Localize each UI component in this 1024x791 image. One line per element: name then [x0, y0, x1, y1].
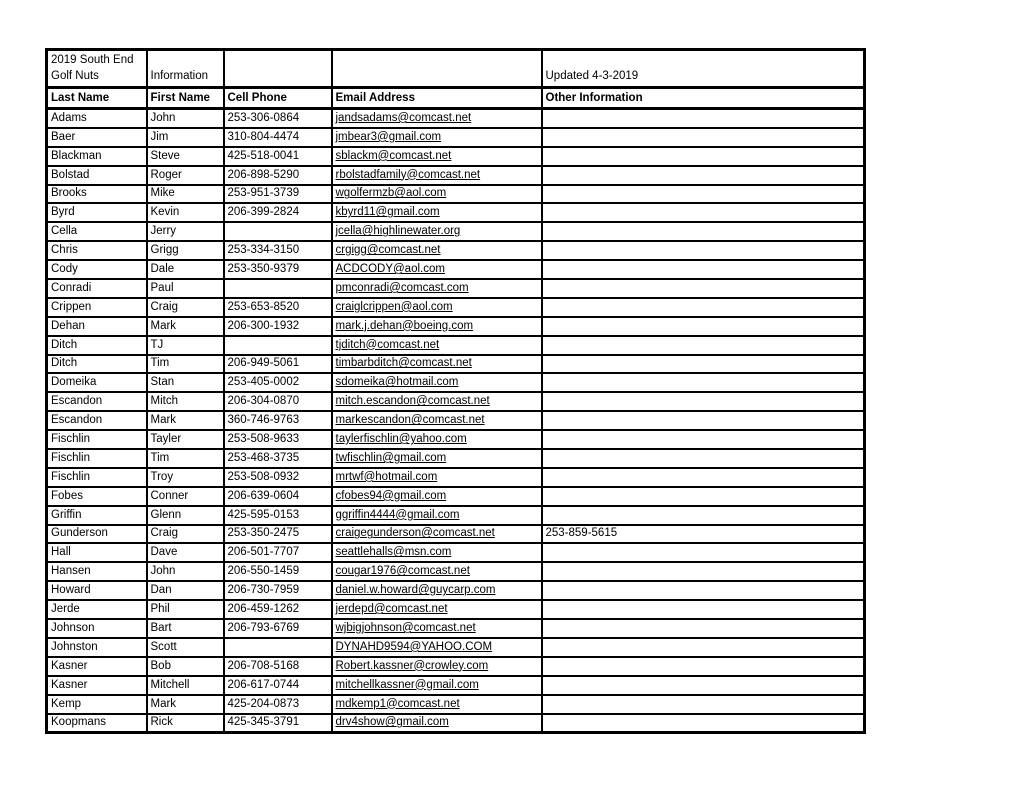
email-link[interactable]: rbolstadfamily@comcast.net: [332, 166, 542, 185]
email-link[interactable]: taylerfischlin@yahoo.com: [332, 430, 542, 449]
cell-phone: 253-508-0932: [224, 468, 332, 487]
table-row: [47, 430, 865, 449]
cell-phone: 206-550-1459: [224, 562, 332, 581]
cell-first-name: Rick: [147, 714, 224, 733]
email-link[interactable]: seattlehalls@msn.com: [332, 543, 542, 562]
table-row: [47, 279, 865, 298]
empty-cell: [332, 50, 542, 88]
cell-first-name: Bob: [147, 657, 224, 676]
cell-phone: 253-350-2475: [224, 525, 332, 544]
cell-other-info: [542, 676, 865, 695]
cell-first-name: Jim: [147, 128, 224, 147]
cell-phone: 206-898-5290: [224, 166, 332, 185]
email-link[interactable]: wgolfermzb@aol.com: [332, 185, 542, 204]
cell-first-name: Grigg: [147, 241, 224, 260]
cell-last-name: Baer: [47, 128, 147, 147]
cell-first-name: Conner: [147, 487, 224, 506]
email-link[interactable]: sdomeika@hotmail.com: [332, 373, 542, 392]
cell-phone: 206-501-7707: [224, 543, 332, 562]
table-row: [47, 147, 865, 166]
cell-last-name: Crippen: [47, 298, 147, 317]
email-link[interactable]: crgigg@comcast.net: [332, 241, 542, 260]
table-row: [47, 128, 865, 147]
cell-phone: [224, 336, 332, 355]
cell-other-info: [542, 336, 865, 355]
col-header-last-name: Last Name: [47, 88, 147, 109]
sheet-title: 2019 South End Golf Nuts: [47, 50, 147, 88]
cell-phone: 206-949-5061: [224, 355, 332, 374]
cell-other-info: [542, 543, 865, 562]
table-row: [47, 562, 865, 581]
cell-phone: 253-951-3739: [224, 185, 332, 204]
cell-phone: [224, 279, 332, 298]
cell-last-name: Hall: [47, 543, 147, 562]
cell-phone: 206-793-6769: [224, 619, 332, 638]
cell-first-name: Phil: [147, 600, 224, 619]
cell-last-name: Fischlin: [47, 449, 147, 468]
cell-first-name: John: [147, 109, 224, 128]
cell-other-info: [542, 222, 865, 241]
email-link[interactable]: mdkemp1@comcast.net: [332, 695, 542, 714]
column-header-row: [47, 88, 865, 109]
table-row: [47, 449, 865, 468]
email-link[interactable]: twfischlin@gmail.com: [332, 449, 542, 468]
table-row: [47, 241, 865, 260]
cell-other-info: [542, 147, 865, 166]
cell-phone: 253-508-9633: [224, 430, 332, 449]
cell-phone: 253-468-3735: [224, 449, 332, 468]
cell-other-info: [542, 166, 865, 185]
cell-first-name: Steve: [147, 147, 224, 166]
cell-last-name: Blackman: [47, 147, 147, 166]
cell-other-info: 253-859-5615: [542, 525, 865, 544]
email-link[interactable]: craigegunderson@comcast.net: [332, 525, 542, 544]
cell-first-name: Tim: [147, 449, 224, 468]
cell-first-name: Bart: [147, 619, 224, 638]
cell-last-name: Fischlin: [47, 430, 147, 449]
email-link[interactable]: drv4show@gmail.com: [332, 714, 542, 733]
table-row: [47, 411, 865, 430]
table-row: [47, 166, 865, 185]
cell-last-name: Griffin: [47, 506, 147, 525]
cell-other-info: [542, 128, 865, 147]
cell-phone: 360-746-9763: [224, 411, 332, 430]
cell-phone: 253-306-0864: [224, 109, 332, 128]
cell-other-info: [542, 355, 865, 374]
table-row: [47, 543, 865, 562]
empty-cell: [224, 50, 332, 88]
cell-phone: 206-399-2824: [224, 203, 332, 222]
col-header-cell-phone: Cell Phone: [224, 88, 332, 109]
table-row: [47, 468, 865, 487]
table-row: [47, 600, 865, 619]
cell-other-info: [542, 241, 865, 260]
table-row: [47, 506, 865, 525]
email-link[interactable]: markescandon@comcast.net: [332, 411, 542, 430]
table-row: [47, 657, 865, 676]
email-link[interactable]: kbyrd11@gmail.com: [332, 203, 542, 222]
table-row: [47, 619, 865, 638]
cell-first-name: Roger: [147, 166, 224, 185]
cell-last-name: Fischlin: [47, 468, 147, 487]
cell-other-info: [542, 695, 865, 714]
cell-other-info: [542, 714, 865, 733]
table-row: [47, 222, 865, 241]
cell-last-name: Bolstad: [47, 166, 147, 185]
email-link[interactable]: jmbear3@gmail.com: [332, 128, 542, 147]
email-link[interactable]: Robert.kassner@crowley.com: [332, 657, 542, 676]
email-link[interactable]: cfobes94@gmail.com: [332, 487, 542, 506]
cell-last-name: Domeika: [47, 373, 147, 392]
cell-other-info: [542, 298, 865, 317]
email-link[interactable]: jerdepd@comcast.net: [332, 600, 542, 619]
email-link[interactable]: ACDCODY@aol.com: [332, 260, 542, 279]
col-header-other-information: Other Information: [542, 88, 865, 109]
sheet-subtitle: Information: [147, 50, 224, 88]
cell-phone: [224, 222, 332, 241]
cell-other-info: [542, 185, 865, 204]
cell-last-name: Howard: [47, 581, 147, 600]
col-header-first-name: First Name: [147, 88, 224, 109]
cell-first-name: Mark: [147, 695, 224, 714]
cell-last-name: Chris: [47, 241, 147, 260]
table-row: [47, 487, 865, 506]
email-link[interactable]: tjditch@comcast.net: [332, 336, 542, 355]
table-row: [47, 676, 865, 695]
cell-last-name: Cella: [47, 222, 147, 241]
cell-last-name: Kasner: [47, 676, 147, 695]
cell-first-name: John: [147, 562, 224, 581]
email-link[interactable]: craiglcrippen@aol.com: [332, 298, 542, 317]
cell-first-name: Stan: [147, 373, 224, 392]
table-row: [47, 695, 865, 714]
table-row: [47, 317, 865, 336]
cell-phone: 206-459-1262: [224, 600, 332, 619]
table-row: [47, 392, 865, 411]
email-link[interactable]: pmconradi@comcast.com: [332, 279, 542, 298]
cell-phone: 206-639-0604: [224, 487, 332, 506]
cell-other-info: [542, 468, 865, 487]
cell-other-info: [542, 581, 865, 600]
cell-phone: 425-518-0041: [224, 147, 332, 166]
cell-last-name: Ditch: [47, 336, 147, 355]
table-row: [47, 260, 865, 279]
title-row: [47, 50, 865, 88]
cell-other-info: [542, 109, 865, 128]
email-link[interactable]: cougar1976@comcast.net: [332, 562, 542, 581]
email-link[interactable]: mark.j.dehan@boeing.com: [332, 317, 542, 336]
cell-first-name: Mike: [147, 185, 224, 204]
cell-first-name: TJ: [147, 336, 224, 355]
cell-phone: 253-334-3150: [224, 241, 332, 260]
email-link[interactable]: jandsadams@comcast.net: [332, 109, 542, 128]
cell-last-name: Ditch: [47, 355, 147, 374]
cell-first-name: Mitchell: [147, 676, 224, 695]
table-row: [47, 185, 865, 204]
cell-other-info: [542, 619, 865, 638]
cell-other-info: [542, 657, 865, 676]
cell-last-name: Hansen: [47, 562, 147, 581]
cell-other-info: [542, 411, 865, 430]
cell-last-name: Johnston: [47, 638, 147, 657]
cell-first-name: Glenn: [147, 506, 224, 525]
cell-other-info: [542, 279, 865, 298]
cell-last-name: Byrd: [47, 203, 147, 222]
cell-last-name: Escandon: [47, 411, 147, 430]
table-row: [47, 638, 865, 657]
table-row: [47, 203, 865, 222]
table-row: [47, 298, 865, 317]
email-link[interactable]: DYNAHD9594@YAHOO.COM: [332, 638, 542, 657]
cell-first-name: Craig: [147, 525, 224, 544]
cell-other-info: [542, 317, 865, 336]
cell-first-name: Dan: [147, 581, 224, 600]
table-row: [47, 714, 865, 733]
cell-first-name: Kevin: [147, 203, 224, 222]
cell-last-name: Johnson: [47, 619, 147, 638]
email-link[interactable]: jcella@highlinewater.org: [332, 222, 542, 241]
cell-first-name: Mark: [147, 411, 224, 430]
cell-last-name: Conradi: [47, 279, 147, 298]
email-link[interactable]: timbarbditch@comcast.net: [332, 355, 542, 374]
table-row: [47, 109, 865, 128]
cell-last-name: Adams: [47, 109, 147, 128]
contact-rows: [47, 109, 865, 733]
updated-date: Updated 4-3-2019: [542, 50, 865, 88]
cell-phone: 425-345-3791: [224, 714, 332, 733]
cell-last-name: Kemp: [47, 695, 147, 714]
email-link[interactable]: daniel.w.howard@guycarp.com: [332, 581, 542, 600]
cell-last-name: Escandon: [47, 392, 147, 411]
cell-last-name: Kasner: [47, 657, 147, 676]
cell-other-info: [542, 600, 865, 619]
cell-other-info: [542, 392, 865, 411]
cell-first-name: Paul: [147, 279, 224, 298]
table-row: [47, 525, 865, 544]
email-link[interactable]: mrtwf@hotmail.com: [332, 468, 542, 487]
cell-phone: 425-204-0873: [224, 695, 332, 714]
email-link[interactable]: mitchellkassner@gmail.com: [332, 676, 542, 695]
cell-phone: 206-300-1932: [224, 317, 332, 336]
cell-other-info: [542, 203, 865, 222]
cell-first-name: Mark: [147, 317, 224, 336]
cell-other-info: [542, 506, 865, 525]
cell-phone: 206-708-5168: [224, 657, 332, 676]
cell-phone: 206-304-0870: [224, 392, 332, 411]
cell-other-info: [542, 430, 865, 449]
cell-last-name: Jerde: [47, 600, 147, 619]
cell-phone: 425-595-0153: [224, 506, 332, 525]
contacts-table: [45, 48, 866, 734]
cell-last-name: Fobes: [47, 487, 147, 506]
email-link[interactable]: wjbigjohnson@comcast.net: [332, 619, 542, 638]
table-row: [47, 355, 865, 374]
cell-other-info: [542, 562, 865, 581]
cell-first-name: Craig: [147, 298, 224, 317]
cell-first-name: Mitch: [147, 392, 224, 411]
cell-first-name: Tim: [147, 355, 224, 374]
table-row: [47, 373, 865, 392]
cell-phone: 206-617-0744: [224, 676, 332, 695]
table-row: [47, 336, 865, 355]
cell-last-name: Koopmans: [47, 714, 147, 733]
cell-other-info: [542, 487, 865, 506]
table-row: [47, 581, 865, 600]
cell-last-name: Cody: [47, 260, 147, 279]
cell-first-name: Tayler: [147, 430, 224, 449]
cell-first-name: Jerry: [147, 222, 224, 241]
cell-last-name: Dehan: [47, 317, 147, 336]
cell-phone: 310-804-4474: [224, 128, 332, 147]
cell-other-info: [542, 260, 865, 279]
cell-phone: 253-405-0002: [224, 373, 332, 392]
cell-first-name: Dale: [147, 260, 224, 279]
cell-phone: 253-350-9379: [224, 260, 332, 279]
cell-other-info: [542, 373, 865, 392]
table-head-section: [47, 50, 865, 109]
cell-other-info: [542, 638, 865, 657]
cell-other-info: [542, 449, 865, 468]
email-link[interactable]: sblackm@comcast.net: [332, 147, 542, 166]
cell-phone: 253-653-8520: [224, 298, 332, 317]
cell-first-name: Scott: [147, 638, 224, 657]
cell-last-name: Gunderson: [47, 525, 147, 544]
cell-phone: 206-730-7959: [224, 581, 332, 600]
cell-last-name: Brooks: [47, 185, 147, 204]
email-link[interactable]: mitch.escandon@comcast.net: [332, 392, 542, 411]
cell-phone: [224, 638, 332, 657]
col-header-email-address: Email Address: [332, 88, 542, 109]
cell-first-name: Troy: [147, 468, 224, 487]
email-link[interactable]: ggriffin4444@gmail.com: [332, 506, 542, 525]
cell-first-name: Dave: [147, 543, 224, 562]
